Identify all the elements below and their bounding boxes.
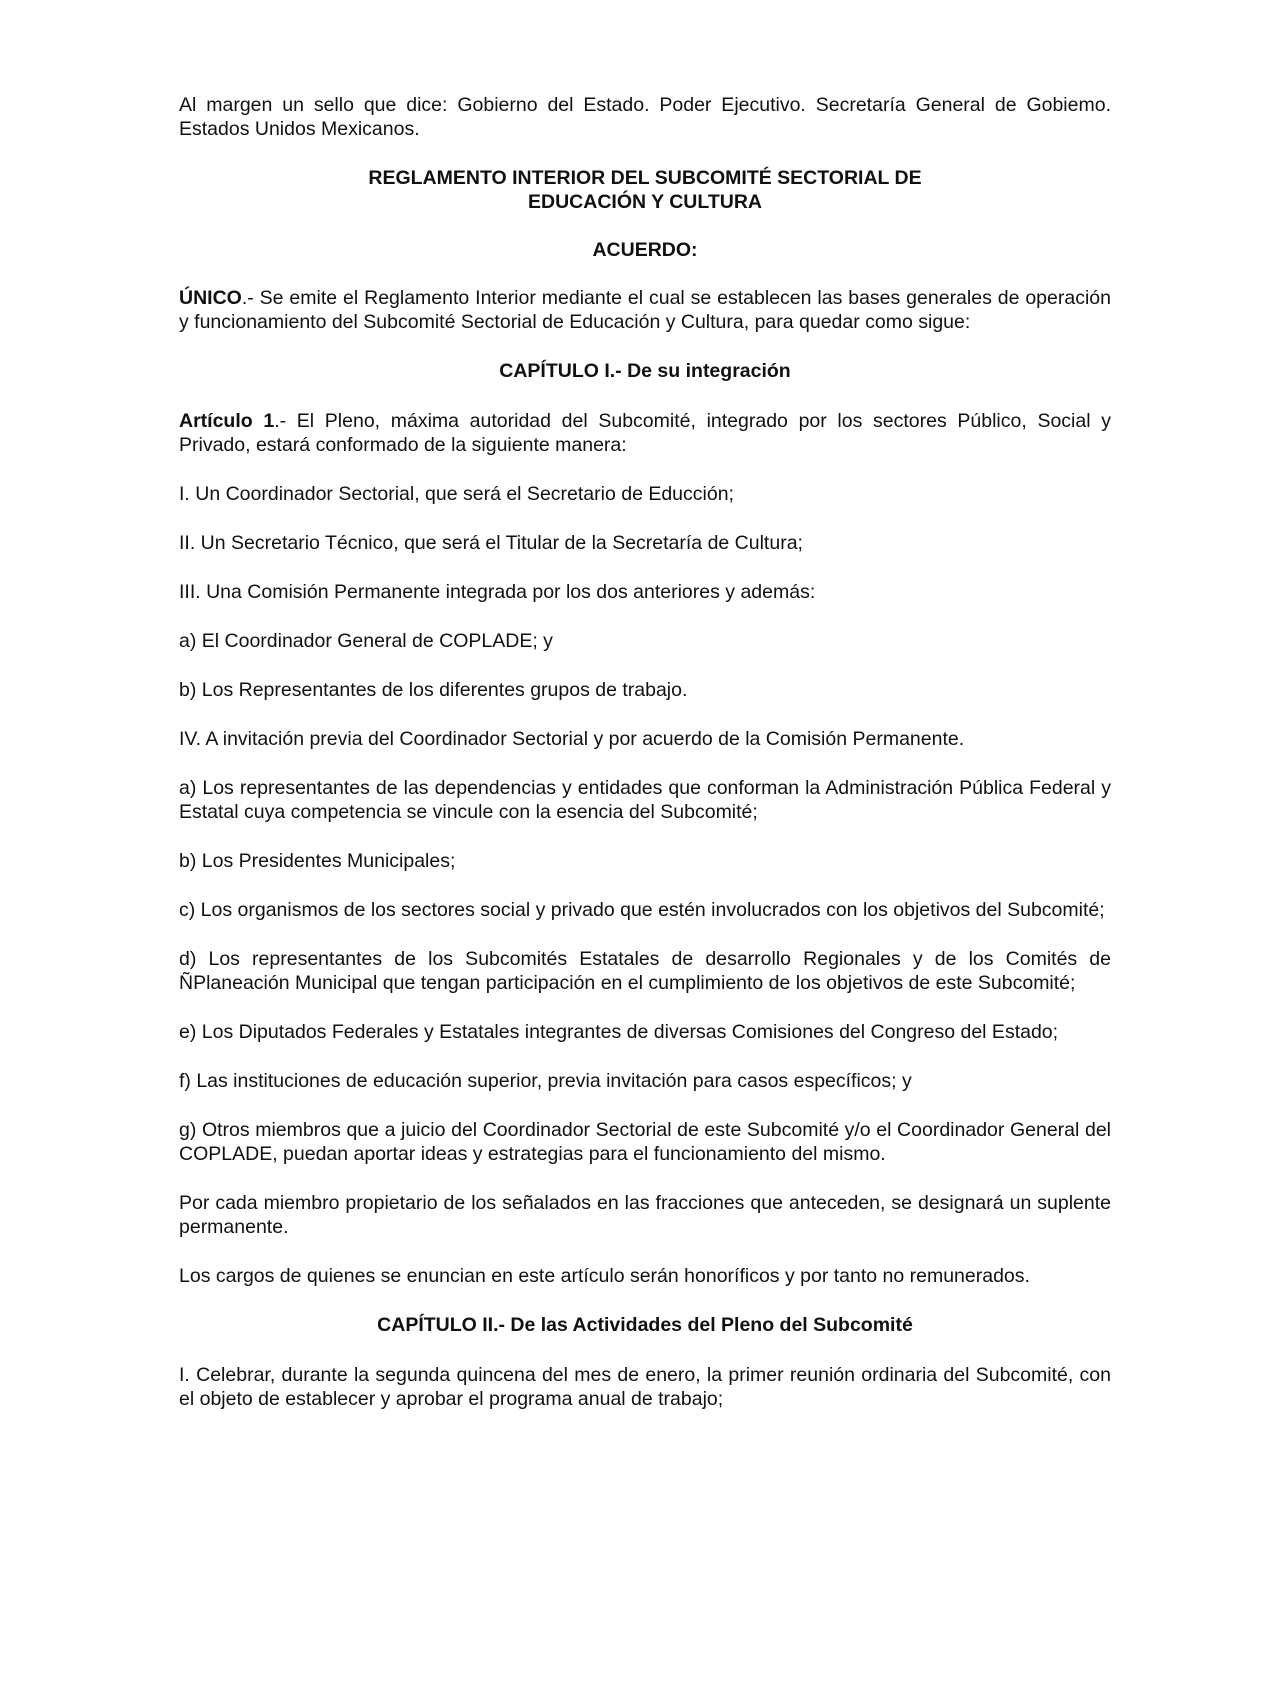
article-1-label: Artículo 1	[179, 410, 275, 432]
cargos-paragraph: Los cargos de quienes se enuncian en este artículo serán honoríficos y por tanto no remunerados.	[179, 1265, 1030, 1287]
list-item-iv-f: f) Las instituciones de educación superior, previa invitación para casos específicos; y	[179, 1070, 912, 1092]
list-item-iv-e: e) Los Diputados Federales y Estatales integrantes de diversas Comisiones del Congreso del Estado;	[179, 1021, 1059, 1043]
list-item-iii-b: b) Los Representantes de los diferentes grupos de trabajo.	[179, 679, 688, 701]
article-1-paragraph	[179, 409, 1111, 457]
list-item-iv-c: c) Los organismos de los sectores social y privado que estén involucrados con los objetivos del Subcomité;	[179, 899, 1105, 921]
list-item-iv-a: a) Los representantes de las dependencias y entidades que conforman la Administración Pública Federal y Estatal cuya competencia se vincule con la esencia del Subcomité;	[179, 777, 1111, 823]
unico-paragraph	[179, 286, 1111, 334]
chapter-2-heading: CAPÍTULO II.- De las Actividades del Pleno del Subcomité	[377, 1314, 913, 1336]
list-item-ii: II. Un Secretario Técnico, que será el Titular de la Secretaría de Cultura;	[179, 532, 803, 554]
chapter-1-heading: CAPÍTULO I.- De su integración	[499, 360, 791, 382]
chapter-2-item-i: I. Celebrar, durante la segunda quincena del mes de enero, la primer reunión ordinaria del Subcomité, con el objeto de establecer y aprobar el programa anual de trabajo;	[179, 1364, 1111, 1410]
list-item-i: I. Un Coordinador Sectorial, que será el Secretario de Educción;	[179, 483, 734, 505]
unico-label: ÚNICO	[179, 287, 242, 309]
list-item-iii-a: a) El Coordinador General de COPLADE; y	[179, 630, 553, 652]
list-item-iv-g: g) Otros miembros que a juicio del Coordinador Sectorial de este Subcomité y/o el Coordinador General del COPLADE, puedan aportar ideas y estrategias para el funcionamiento del mismo.	[179, 1119, 1111, 1165]
list-item-iv-d: d) Los representantes de los Subcomités Estatales de desarrollo Regionales y de los Comités de ÑPlaneación Municipal que tengan participación en el cumplimiento de los objetivos de este Subcomité;	[179, 948, 1111, 994]
list-item-iv-b: b) Los Presidentes Municipales;	[179, 850, 456, 872]
suplente-paragraph: Por cada miembro propietario de los señalados en las fracciones que anteceden, se designará un suplente permanente.	[179, 1192, 1111, 1238]
list-item-iv: IV. A invitación previa del Coordinador Sectorial y por acuerdo de la Comisión Permanente.	[179, 728, 965, 750]
title-line-2: EDUCACIÓN Y CULTURA	[527, 191, 762, 213]
acuerdo-heading: ACUERDO:	[592, 239, 698, 261]
article-1-text: .- El Pleno, máxima autoridad del Subcomité, integrado por los sectores Público, Social y Privado, estará conformado de la siguiente manera:	[179, 410, 1111, 456]
title-line-1: REGLAMENTO INTERIOR DEL SUBCOMITÉ SECTORIAL DE	[368, 167, 922, 189]
list-item-iii: III. Una Comisión Permanente integrada por los dos anteriores y además:	[179, 581, 816, 603]
margin-note: Al margen un sello que dice: Gobierno del Estado. Poder Ejecutivo. Secretaría General de Gobiemo. Estados Unidos Mexicanos.	[179, 94, 1111, 140]
unico-text: .- Se emite el Reglamento Interior mediante el cual se establecen las bases generales de operación y funcionamiento del Subcomité Sectorial de Educación y Cultura, para quedar como sigue:	[179, 287, 1111, 333]
document-title	[179, 166, 1111, 214]
document-body	[179, 93, 1111, 1436]
